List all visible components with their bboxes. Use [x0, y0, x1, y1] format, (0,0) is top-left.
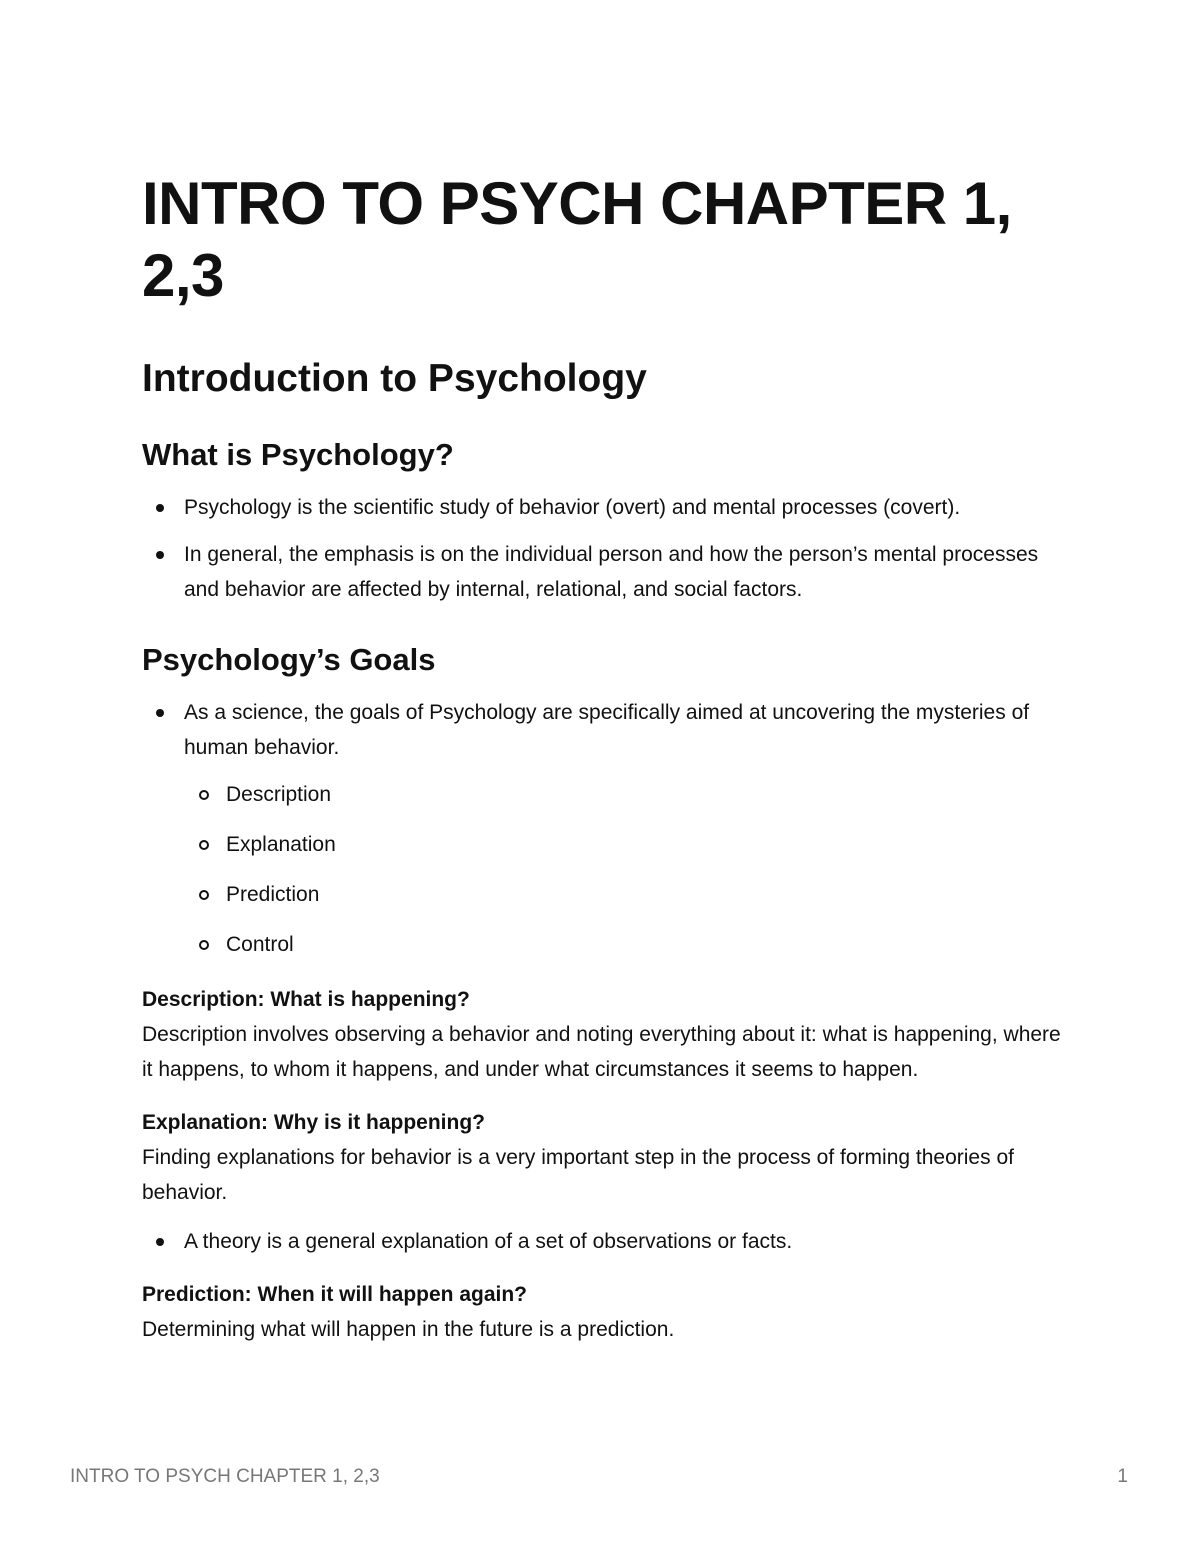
document-title-line1: INTRO TO PSYCH CHAPTER 1,: [142, 170, 1012, 237]
description-block: [142, 982, 1062, 1087]
goals-sub-list: [142, 777, 1062, 962]
list-item: [142, 695, 1062, 765]
page-number: 1: [1117, 1466, 1128, 1487]
document-title-line2: 2,3: [142, 242, 224, 309]
section-title: Introduction to Psychology: [142, 357, 647, 400]
psychology-goals-heading: Psychology’s Goals: [142, 642, 436, 677]
list-item: In general, the emphasis is on the individual person and how the person’s mental processes and behavior are affected by internal, relational, and social factors.: [142, 537, 1062, 607]
description-label: Description: What is happening?: [142, 988, 470, 1011]
prediction-label: Prediction: When it will happen again?: [142, 1283, 528, 1306]
what-is-psychology-heading: What is Psychology?: [142, 437, 454, 472]
sub-list-item-description: Description: [142, 777, 1062, 812]
explanation-list: [142, 1224, 1062, 1259]
prediction-block: [142, 1277, 1062, 1347]
list-item: A theory is a general explanation of a set of observations or facts.: [142, 1224, 1062, 1259]
sub-list-item-control: Control: [142, 927, 1062, 962]
explanation-label: Explanation: Why is it happening?: [142, 1111, 486, 1134]
explanation-text: Finding explanations for behavior is a very important step in the process of forming theories of behavior.: [142, 1146, 1014, 1204]
sub-list-item-prediction: Prediction: [142, 877, 1062, 912]
document-title: [142, 168, 1062, 312]
document-page: [142, 168, 1062, 1347]
goals-list: [142, 695, 1062, 765]
prediction-text: Determining what will happen in the future is a prediction.: [142, 1318, 675, 1341]
sub-list-item-explanation: Explanation: [142, 827, 1062, 862]
goals-bullet-text: As a science, the goals of Psychology are specifically aimed at uncovering the mysteries of human behavior.: [184, 701, 1030, 759]
list-item: Psychology is the scientific study of behavior (overt) and mental processes (covert).: [142, 490, 1062, 525]
what-is-psychology-list: [142, 490, 1062, 607]
explanation-block: [142, 1105, 1062, 1210]
footer-title: INTRO TO PSYCH CHAPTER 1, 2,3: [70, 1466, 380, 1487]
description-text: Description involves observing a behavior and noting everything about it: what is happening, where it happens, to whom it happens, and under what circumstances it seems to happen.: [142, 1023, 1061, 1081]
